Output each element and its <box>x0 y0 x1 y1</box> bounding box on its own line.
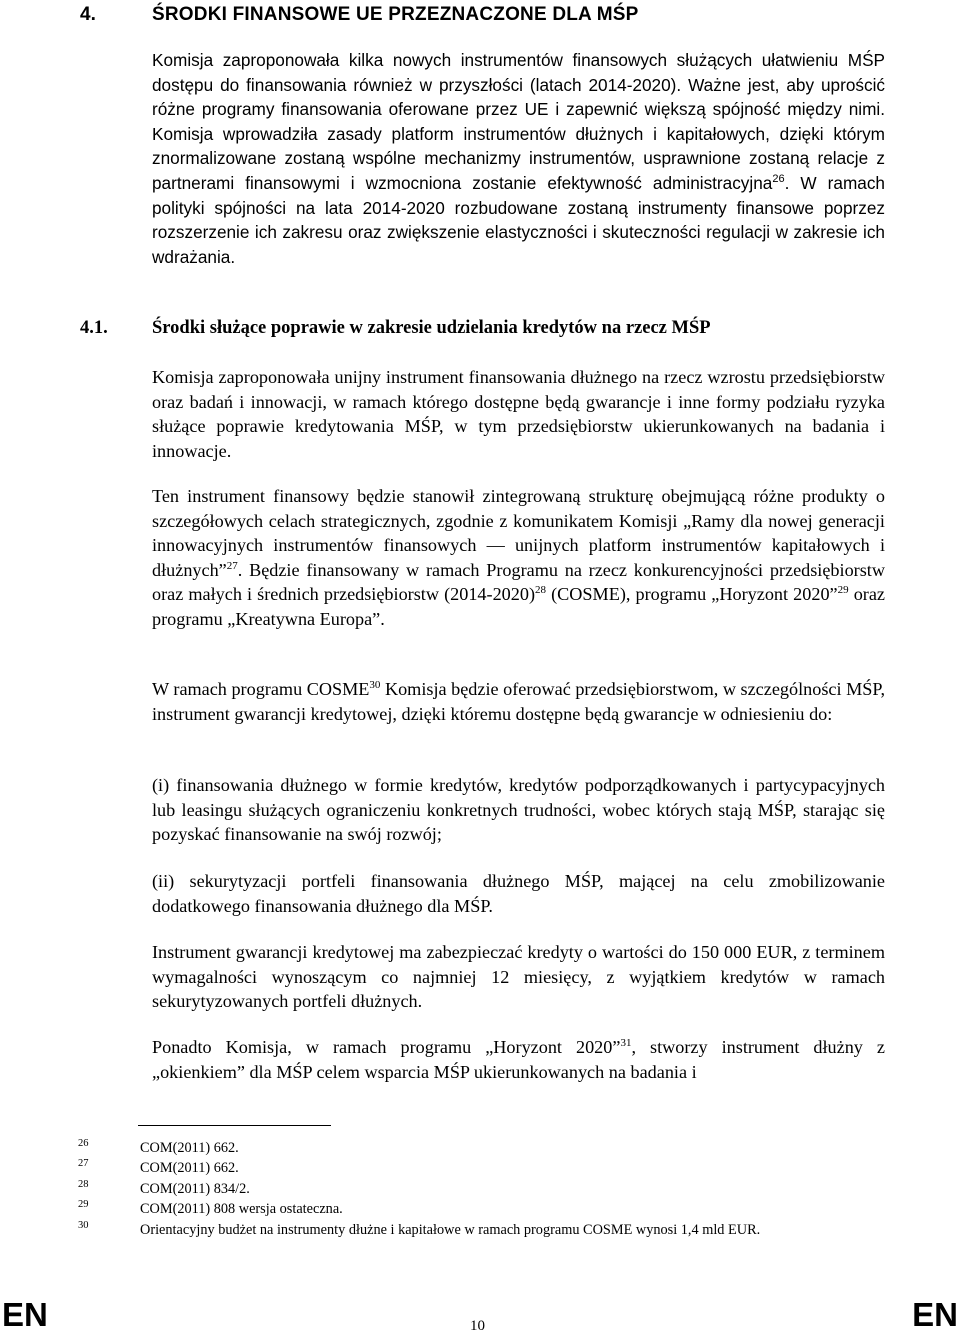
paragraph-3-text-b: Komisja będzie oferować przedsiębiorstwom, w szczególności MŚP, instrument gwarancji kredytowej, dzięki któremu dostępne będą gwarancje w odniesieniu do: <box>152 679 886 724</box>
paragraph-7-text-b: , stworzy instrument dłużny z „okienkiem” dla MŚP celem wsparcia MŚP ukierunkowanych na badania i <box>152 1037 885 1082</box>
section-title: ŚRODKI FINANSOWE UE PRZEZNACZONE DLA MŚP <box>152 4 639 25</box>
footnote-ref-26[interactable]: 26 <box>772 172 785 185</box>
paragraph-2-text-a: Ten instrument finansowy będzie stanowił zintegrowaną strukturę obejmującą różne produkty o szczegółowych celach strategicznych, zgodnie z komunikatem Komisji „Ramy dla nowej generacji innowacyjnych instrumentów finansowych — unijnych platform instrumentów kapitałowych i dłużnych” <box>152 486 885 580</box>
paragraph-2-text-b: . Będzie finansowany w ramach Programu na rzecz konkurencyjności przedsiębiorstw oraz małych i średnich przedsiębiorstw (2014-2020) <box>152 559 885 605</box>
footnote-ref-28[interactable]: 28 <box>535 584 547 597</box>
footnote-ref-27[interactable]: 27 <box>226 559 238 572</box>
section-number: 4. <box>80 4 96 25</box>
intro-paragraph <box>152 48 885 269</box>
paragraph-1: Komisja zaproponowała unijny instrument finansowania dłużnego na rzecz wzrostu przedsiębiorstw oraz badań i innowacji, w ramach którego dostępne będą gwarancje i inne formy podziału ryzyka służące poprawie kredytowania MŚP, w tym przedsiębiorstw ukierunkowanych na badania i innowacje. <box>152 367 885 461</box>
paragraph-2 <box>152 484 885 632</box>
paragraph-7 <box>152 1035 885 1084</box>
footer-language-right: EN <box>912 1296 958 1333</box>
footnote-number: 29 <box>78 1199 89 1210</box>
footnote-text: COM(2011) 662. <box>140 1160 239 1176</box>
footnote-text: Orientacyjny budżet na instrumenty dłużne i kapitałowe w ramach programu COSME wynosi 1,4 mld EUR. <box>140 1222 761 1238</box>
footnote-text: COM(2011) 834/2. <box>140 1181 250 1197</box>
paragraph-list-item-ii: (ii) sekurytyzacji portfeli finansowania dłużnego MŚP, mającej na celu zmobilizowanie dodatkowego finansowania dłużnego dla MŚP. <box>152 871 885 916</box>
paragraph-2-text-d: oraz programu „Kreatywna Europa”. <box>152 584 885 629</box>
subsection-number: 4.1. <box>80 318 108 338</box>
footnote-ref-31[interactable]: 31 <box>620 1036 632 1049</box>
intro-text-b: . W ramach polityki spójności na lata 2014-2020 rozbudowane zostaną instrumenty finansowe poprzez rozszerzenie ich zakresu oraz zwiększenie elastyczności i skuteczności regulacji w zakresie ich wdrażania. <box>152 172 885 267</box>
footer-language-left: EN <box>2 1296 48 1333</box>
intro-text-a: Komisja zaproponowała kilka nowych instrumentów finansowych służących ułatwieniu MŚP dostępu do finansowania również w przyszłości (latach 2014-2020). Ważne jest, aby uprościć różne programy finansowania oferowane przez UE i zapewnić większą spójność między nimi. Komisja wprowadziła zasady platform instrumentów dłużnych i kapitałowych, dzięki którym znormalizowane zostaną wspólne mechanizmy instrumentów, usprawnione zostaną relacje z partnerami finansowymi i wzmocniona zostanie efektywność administracyjna <box>152 50 885 193</box>
page-number: 10 <box>470 1318 485 1334</box>
paragraph-3-text-a: W ramach programu COSME <box>152 679 370 699</box>
footnote-number: 28 <box>78 1179 89 1190</box>
paragraph-2-text-c: (COSME), programu „Horyzont 2020” <box>546 584 838 605</box>
footnote-text: COM(2011) 662. <box>140 1140 239 1156</box>
subsection-title: Środki służące poprawie w zakresie udzielania kredytów na rzecz MŚP <box>152 318 711 338</box>
paragraph-7-text-a: Ponadto Komisja, w ramach programu „Horyzont 2020” <box>152 1037 621 1057</box>
footnote-number: 30 <box>78 1220 89 1231</box>
footnote-separator <box>138 1125 331 1126</box>
footnote-number: 26 <box>78 1138 89 1149</box>
footnote-text: COM(2011) 808 wersja ostateczna. <box>140 1201 343 1217</box>
paragraph-list-item-i: (i) finansowania dłużnego w formie kredytów, kredytów podporządkowanych i partycypacyjnych lub leasingu służących ograniczeniu konkretnych trudności, wobec których stają MŚP, starając się pozyskać finansowanie na swój rozwój; <box>152 775 885 845</box>
footnote-number: 27 <box>78 1158 89 1169</box>
paragraph-6: Instrument gwarancji kredytowej ma zabezpieczać kredyty o wartości do 150 000 EUR, z terminem wymagalności wynoszącym co najmniej 12 miesięcy, z wyjątkiem kredytów w ramach sekurytyzowanych portfeli dłużnych. <box>152 942 885 1012</box>
paragraph-3 <box>152 677 885 726</box>
footnote-ref-29[interactable]: 29 <box>837 584 849 597</box>
footnote-ref-30[interactable]: 30 <box>369 678 381 691</box>
